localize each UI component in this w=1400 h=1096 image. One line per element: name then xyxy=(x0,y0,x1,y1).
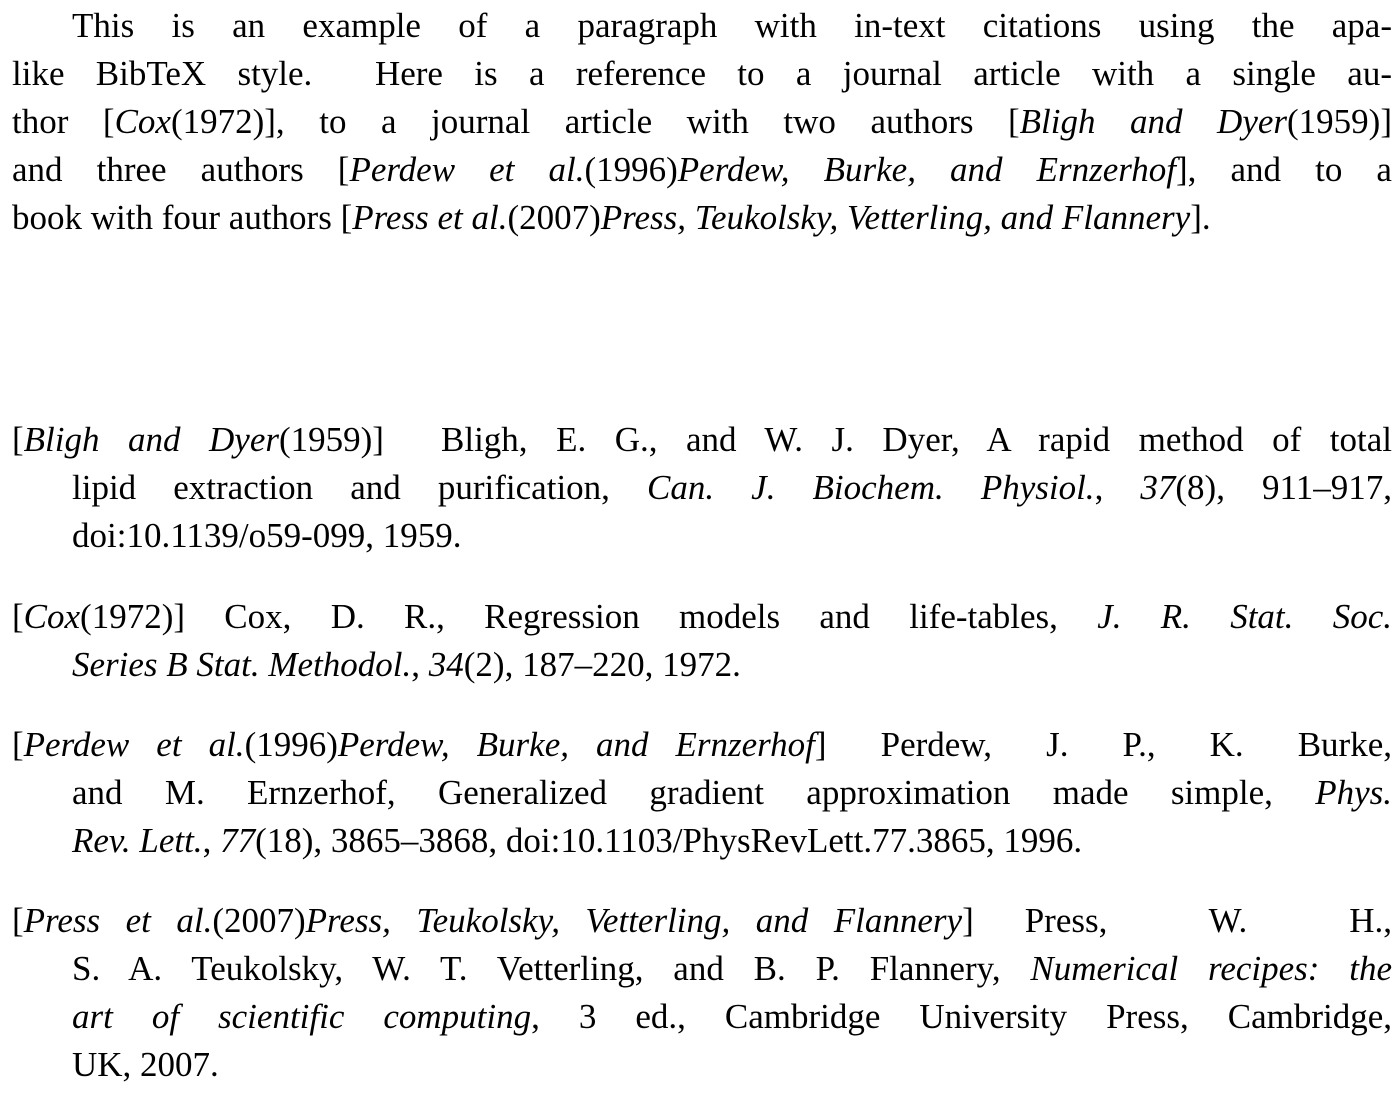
bib-line: lipid extraction and purification, Can. J. Biochem. Physiol., 37(8), 911–917, xyxy=(72,468,1393,507)
paragraph-line: and three authors [Perdew et al.(1996)Perdew, Burke, and Ernzerhof], and to a xyxy=(12,150,1392,189)
italic-text: Numerical recipes: the xyxy=(1030,949,1392,988)
bib-line: UK, 2007. xyxy=(72,1045,219,1084)
italic-text: art of scientific computing xyxy=(72,997,532,1036)
bib-line: [Bligh and Dyer(1959)] Bligh, E. G., and W. J. Dyer, A rapid method of total xyxy=(12,420,1393,459)
italic-text: Cox xyxy=(23,597,81,636)
paragraph-line: like BibTeX style. Here is a reference to a journal article with a single au- xyxy=(12,54,1392,93)
bib-line: doi:10.1139/o59-099, 1959. xyxy=(72,516,462,555)
paragraph-line-overflow: book with four authors [Press et al.(2007)Press, Teukolsky, Vetterling, and Flannery]. xyxy=(12,198,1211,237)
bib-line: [Perdew et al.(1996)Perdew, Burke, and Ernzerhof] Perdew, J. P., K. Burke, xyxy=(12,725,1392,764)
italic-text: Perdew et al. xyxy=(349,150,585,189)
bibliography-entry-bligh-dyer xyxy=(12,416,1392,560)
italic-text: Bligh and Dyer xyxy=(23,420,279,459)
italic-text: Series B Stat. Methodol. xyxy=(72,645,412,684)
paragraph-line: This is an example of a paragraph with in-text citations using the apa- xyxy=(72,6,1392,45)
bib-line: S. A. Teukolsky, W. T. Vetterling, and B. P. Flannery, Numerical recipes: the xyxy=(72,949,1392,988)
bibliography-entry-perdew xyxy=(12,721,1392,865)
italic-text: 77 xyxy=(220,821,256,860)
italic-text: Bligh and Dyer xyxy=(1019,102,1288,141)
italic-text: Perdew, Burke, and Ernzerhof xyxy=(337,725,815,764)
paragraph-line: thor [Cox(1972)], to a journal article with two authors [Bligh and Dyer(1959)] xyxy=(12,102,1392,141)
bib-line: [Press et al.(2007)Press, Teukolsky, Vetterling, and Flannery] Press, W. H., xyxy=(12,901,1392,940)
italic-text: Press et al. xyxy=(352,198,508,237)
italic-text: J. R. Stat. Soc. xyxy=(1097,597,1392,636)
bibliography-entry-press xyxy=(12,897,1392,1089)
bibliography-entry-cox xyxy=(12,593,1392,689)
italic-text: Perdew et al. xyxy=(23,725,245,764)
italic-text: Perdew, Burke, and Ernzerhof xyxy=(677,150,1176,189)
bib-line: Series B Stat. Methodol., 34(2), 187–220, 1972. xyxy=(72,645,741,684)
italic-text: Cox xyxy=(114,102,171,141)
italic-text: Phys. xyxy=(1315,773,1392,812)
italic-text: Press, Teukolsky, Vetterling, and Flannery xyxy=(305,901,963,940)
italic-text: 37 xyxy=(1140,468,1176,507)
italic-text: Press et al. xyxy=(23,901,213,940)
bib-line: art of scientific computing, 3 ed., Cambridge University Press, Cambridge, xyxy=(72,997,1392,1036)
italic-text: 34 xyxy=(428,645,464,684)
italic-text: Press, Teukolsky, Vetterling, and Flannery xyxy=(600,198,1191,237)
bib-line: and M. Ernzerhof, Generalized gradient approximation made simple, Phys. xyxy=(72,773,1392,812)
body-paragraph xyxy=(12,2,1392,242)
bib-line: Rev. Lett., 77(18), 3865–3868, doi:10.1103/PhysRevLett.77.3865, 1996. xyxy=(72,821,1083,860)
italic-text: Can. J. Biochem. Physiol. xyxy=(647,468,1095,507)
italic-text: Rev. Lett. xyxy=(72,821,203,860)
bib-line: [Cox(1972)] Cox, D. R., Regression models and life-tables, J. R. Stat. Soc. xyxy=(12,597,1392,636)
